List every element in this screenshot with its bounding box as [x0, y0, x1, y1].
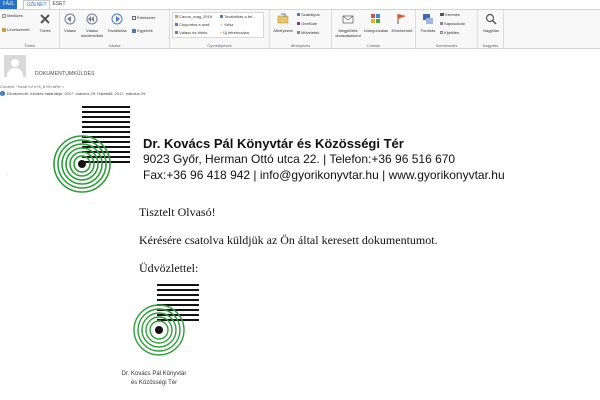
meeting-icon [132, 16, 136, 20]
body-text: Kérésére csatolva küldjük az Ön által keresett dokumentumot. [139, 233, 438, 247]
logo-stripes [157, 284, 199, 321]
delete-button[interactable] [35, 12, 55, 40]
group-reply [60, 10, 170, 49]
move-button[interactable] [271, 12, 295, 40]
ribbon-tabs [0, 0, 600, 9]
quickstep-icon [175, 15, 178, 18]
tab-file[interactable]: FÁJL [0, 0, 17, 9]
message-subject: DOKUMENTUMKÜLDÉS [35, 71, 95, 77]
org-address: 9023 Győr, Herman Ottó utca 22. | Telefon:+36 96 516 670 [143, 152, 456, 166]
zoom-button[interactable] [479, 12, 503, 40]
delete-label: Törlés [39, 28, 51, 33]
zoom-label: Nagyítás [483, 28, 499, 33]
reply-label: Válasz [63, 28, 76, 33]
more-button[interactable] [132, 28, 153, 33]
group-tags [332, 10, 416, 49]
group-zoom [478, 10, 504, 49]
followup-infobar[interactable] [0, 91, 146, 96]
flag-icon [396, 13, 408, 25]
ignore-label: Mellőzés [7, 13, 23, 18]
ignore-button[interactable] [2, 13, 23, 18]
forward-label: Továbbítás [107, 28, 127, 33]
onenote-icon [297, 22, 300, 25]
quickstep-item[interactable] [175, 30, 207, 35]
forward-icon [111, 13, 123, 25]
move-label: Áthelyezés [273, 28, 293, 33]
lightning-icon: ϟ [220, 30, 223, 35]
categorize-label: Kategorizálás [363, 28, 389, 33]
avatar-head [11, 59, 19, 67]
ribbon [0, 9, 600, 49]
junk-icon [2, 28, 6, 32]
categorize-button[interactable] [362, 12, 390, 40]
actions-label: Műveletek [301, 30, 320, 35]
move-icon [277, 13, 289, 25]
mark-unread-label: Megjelölés olvasatlanként [335, 28, 361, 38]
group-label-delete: Törlés [23, 43, 36, 48]
quickstep-item[interactable] [175, 14, 212, 19]
quickstep-label: Kész [224, 22, 234, 27]
envelope-icon [342, 13, 354, 25]
meeting-button[interactable] [132, 15, 155, 20]
org-name: Dr. Kovács Pál Könyvtár és Közösségi Tér [143, 136, 404, 151]
select-button[interactable] [440, 30, 459, 35]
followup-button[interactable] [390, 12, 414, 40]
reply-button[interactable] [62, 12, 78, 40]
quickstep-item[interactable] [220, 22, 233, 27]
group-label-editing: Szerkesztés [435, 43, 458, 48]
actions-icon [297, 31, 300, 34]
sender-avatar[interactable] [4, 55, 26, 77]
reply-all-button[interactable] [78, 12, 106, 42]
rules-icon [297, 13, 300, 16]
recipient-line: Címzett: ^Szab+ú+ó+6_8+i5+aRe^= [0, 84, 65, 89]
more-label: Egyebek [137, 28, 153, 33]
reply-icon [64, 13, 76, 25]
quickstep-icon [175, 31, 178, 34]
followup-label: Elintézendő [391, 28, 413, 33]
binoculars-icon [440, 13, 444, 16]
cursor-icon [440, 31, 443, 34]
related-button[interactable] [440, 21, 465, 26]
group-delete [0, 10, 60, 49]
mark-unread-button[interactable] [334, 12, 362, 44]
logo-caption-line2: és Közösségi Tér [130, 380, 178, 386]
quickstep-label: Új létrehozása [223, 30, 249, 35]
quickstep-icon [175, 23, 178, 26]
quickstep-label: Canon_mag_2016 [179, 14, 213, 19]
logo-center-dot [155, 326, 163, 334]
group-label-move: Áthelyezés [290, 43, 311, 48]
junk-button[interactable] [2, 27, 30, 32]
quickstep-item[interactable] [175, 22, 209, 27]
check-icon: ✓ [220, 22, 224, 27]
org-contact: Fax:+36 96 418 942 | info@gyorikonyvtar.hu | www.gyorikonyvtar.hu [143, 168, 505, 182]
delete-icon [39, 13, 51, 25]
translate-button[interactable] [417, 12, 439, 40]
onenote-label: OneNote [301, 21, 318, 26]
quickstep-item[interactable] [220, 14, 255, 19]
quickstep-icon [220, 15, 223, 18]
avatar-body [7, 68, 23, 77]
tab-case[interactable]: ESET [52, 1, 66, 7]
rules-label: Szabályok [301, 12, 320, 17]
onenote-button[interactable] [297, 21, 317, 26]
logo-caption-line1: Dr. Kovács Pál Könyvtár [121, 371, 187, 377]
reply-all-icon [86, 13, 98, 25]
translate-label: Fordítás [420, 28, 436, 33]
rules-button[interactable] [297, 12, 320, 17]
quickstep-label: Csoportos e-mail [179, 22, 210, 27]
more-icon [132, 29, 136, 33]
magnifier-icon [485, 13, 497, 25]
info-icon: i [0, 91, 5, 96]
library-logo-bottom [133, 282, 213, 362]
forward-button[interactable] [106, 12, 128, 40]
group-label-tags: Címkék [366, 43, 381, 48]
reply-all-label: Válasz mindenkinek [80, 28, 104, 38]
quickstep-item[interactable] [220, 30, 249, 35]
side-mark: ◦ [6, 172, 8, 178]
logo-center-dot [78, 160, 86, 168]
select-label: Kijelölés [444, 30, 460, 35]
junk-label: Levélszemét [7, 27, 30, 32]
tab-message[interactable]: ÜZENET [23, 0, 50, 9]
infobar-text: Elintézendő. Kezdés határideje: 2017. március 29. Határidő: 2017. március 29. [7, 91, 147, 96]
related-label: Kapcsolódó [444, 21, 466, 26]
group-label-zoom: Nagyítás [482, 43, 499, 48]
group-label-reply: Válasz [108, 43, 121, 48]
greeting: Tisztelt Olvasó! [139, 205, 216, 219]
quicksteps-gallery [172, 12, 264, 38]
actions-button[interactable] [297, 30, 319, 35]
ignore-icon [2, 14, 6, 18]
quickstep-label: Válasz és törlés [179, 30, 208, 35]
closing: Üdvözlettel: [139, 261, 199, 275]
related-icon [440, 22, 443, 25]
group-move [270, 10, 332, 49]
find-label: Keresés [445, 12, 460, 17]
find-button[interactable] [440, 12, 460, 17]
library-logo-top [52, 106, 142, 198]
group-editing [416, 10, 478, 49]
meeting-label: Értekezlet [137, 15, 155, 20]
quickstep-label: Továbbítás a fel... [224, 14, 256, 19]
group-label-quicksteps: Gyorslépések [207, 43, 232, 48]
categorize-icon [370, 13, 382, 25]
translate-icon [422, 13, 434, 25]
group-quicksteps [170, 10, 270, 49]
